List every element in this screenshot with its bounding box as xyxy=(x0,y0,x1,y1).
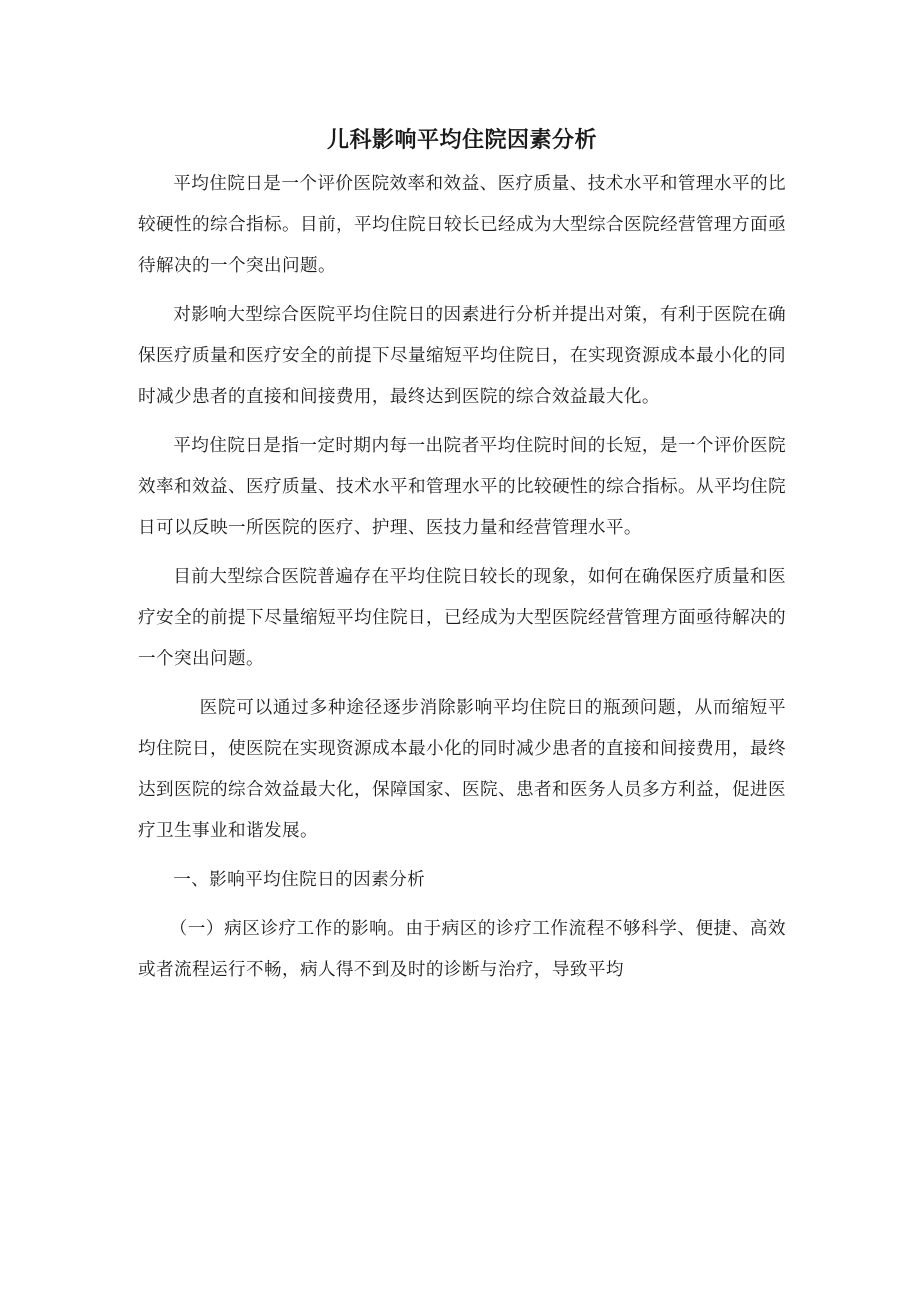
paragraph-3: 平均住院日是指一定时期内每一出院者平均住院时间的长短，是一个评价医院效率和效益、医疗质量、技术水平和管理水平的比较硬性的综合指标。从平均住院日可以反映一所医院的医疗、护理、医技力量和经营管理水平。 xyxy=(138,436,786,538)
paragraph-4: 目前大型综合医院普遍存在平均住院日较长的现象，如何在确保医疗质量和医疗安全的前提下尽量缩短平均住院日，已经成为大型医院经营管理方面亟待解决的一个突出问题。 xyxy=(138,567,786,669)
subsection-paragraph: （一）病区诊疗工作的影响。由于病区的诊疗工作流程不够科学、便捷、高效或者流程运行不畅，病人得不到及时的诊断与治疗，导致平均 xyxy=(138,919,786,980)
paragraph-1: 平均住院日是一个评价医院效率和效益、医疗质量、技术水平和管理水平的比较硬性的综合指标。目前，平均住院日较长已经成为大型综合医院经营管理方面亟待解决的一个突出问题。 xyxy=(138,174,786,276)
paragraph-2: 对影响大型综合医院平均住院日的因素进行分析并提出对策，有利于医院在确保医疗质量和医疗安全的前提下尽量缩短平均住院日，在实现资源成本最小化的同时减少患者的直接和间接费用，最终达到医院的综合效益最大化。 xyxy=(138,305,786,407)
section-heading: 一、影响平均住院日的因素分析 xyxy=(173,870,426,890)
document-title: 儿科影响平均住院因素分析 xyxy=(326,127,597,153)
document-page xyxy=(138,118,786,991)
paragraph-5: 医院可以通过多种途径逐步消除影响平均住院日的瓶颈问题，从而缩短平均住院日，使医院在实现资源成本最小化的同时减少患者的直接和间接费用，最终达到医院的综合效益最大化，保障国家、医院、患者和医务人员多方利益，促进医疗卫生事业和谐发展。 xyxy=(138,698,786,841)
